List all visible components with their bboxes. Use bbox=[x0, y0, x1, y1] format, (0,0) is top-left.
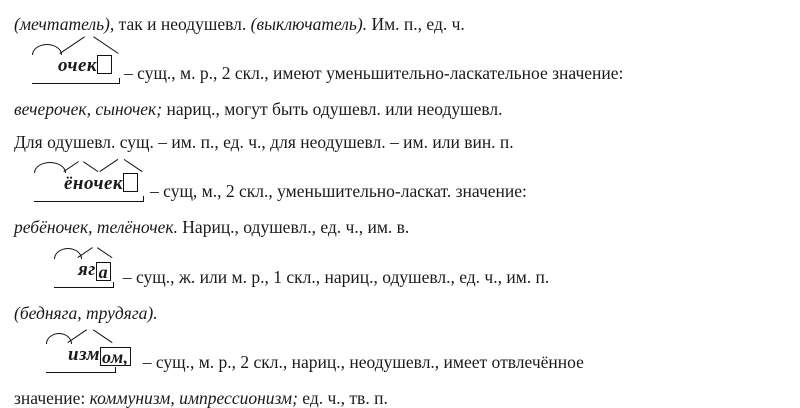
root-arc-icon bbox=[34, 162, 66, 173]
intro-normal-1: так и неодушевл. bbox=[118, 14, 251, 34]
example-normal-yonochek: Нариц., одушевл., ед. ч., им. в. bbox=[177, 217, 410, 238]
ending-box bbox=[97, 55, 112, 74]
stem-bar-icon bbox=[46, 372, 116, 373]
example-italic-ochek: вечерочек, сыночек; bbox=[14, 99, 163, 120]
morpheme-word-text: ёночек bbox=[64, 173, 124, 195]
morpheme-word-text: очек bbox=[58, 55, 98, 77]
suffix-roof-icon-1 bbox=[64, 163, 98, 172]
morpheme-word-text: изм bbox=[68, 343, 101, 365]
ending-box: ом, bbox=[102, 346, 129, 367]
example-italic-izm: коммунизм, импрессионизм; bbox=[89, 387, 298, 408]
morpheme-description: – сущ., м. р., 2 скл., нариц., неодушевл., имеет отвлечённое bbox=[142, 351, 584, 372]
stem-bar-icon bbox=[34, 201, 144, 202]
morpheme-description: – сущ, м., 2 скл., уменьшительно-ласкат. значение: bbox=[150, 181, 527, 202]
suffix-roof-icon-2 bbox=[100, 163, 142, 172]
morpheme-entry-ochek bbox=[14, 44, 786, 86]
stem-bar-icon bbox=[54, 287, 114, 288]
root-arc-icon bbox=[32, 44, 62, 55]
suffix-roof-icon bbox=[78, 249, 112, 258]
example-italic-yaga: (бедняга, трудяга). bbox=[14, 302, 158, 323]
morpheme-word-izm bbox=[66, 333, 133, 375]
intro-italic-1: (мечтатель), bbox=[14, 14, 119, 34]
morpheme-description: – сущ., ж. или м. р., 1 скл., нариц., одушевл., ед. ч., им. п. bbox=[122, 266, 550, 287]
example-normal-ochek: нариц., могут быть одушевл. или неодушевл. bbox=[162, 99, 503, 120]
rule-line-cases: Для одушевл. сущ. – им. п., ед. ч., для неодушевл. – им. или вин. п. bbox=[14, 132, 514, 153]
morpheme-word-ochek bbox=[56, 44, 114, 86]
morpheme-word-text: яг bbox=[78, 258, 96, 280]
example-line-izm bbox=[14, 388, 786, 408]
suffix-roof-icon bbox=[60, 45, 118, 54]
example-italic-yonochek: ребёночек, телёночек. bbox=[14, 217, 178, 238]
morpheme-entry-yonochek bbox=[14, 162, 786, 204]
morpheme-word-yonochek bbox=[62, 162, 140, 204]
morpheme-entry-izm bbox=[14, 333, 786, 375]
ending-box bbox=[123, 173, 138, 192]
intro-italic-2: (выключатель). bbox=[250, 14, 372, 34]
example-prefix-izm: значение: bbox=[14, 387, 90, 408]
intro-normal-2: Им. п., ед. ч. bbox=[371, 14, 465, 34]
morpheme-word-yaga bbox=[76, 248, 113, 290]
example-line-yonochek bbox=[14, 217, 786, 237]
morpheme-entry-yaga bbox=[14, 248, 786, 290]
ending-box: а bbox=[96, 262, 111, 281]
example-line-ochek bbox=[14, 99, 786, 119]
example-normal-izm: ед. ч., тв. п. bbox=[297, 387, 388, 408]
morpheme-description: – сущ., м. р., 2 скл., имеют уменьшительно-ласкательное значение: bbox=[124, 63, 624, 84]
example-line-yaga bbox=[14, 303, 786, 323]
intro-line bbox=[14, 14, 786, 34]
suffix-roof-icon bbox=[68, 334, 112, 343]
stem-bar-icon bbox=[32, 83, 120, 84]
